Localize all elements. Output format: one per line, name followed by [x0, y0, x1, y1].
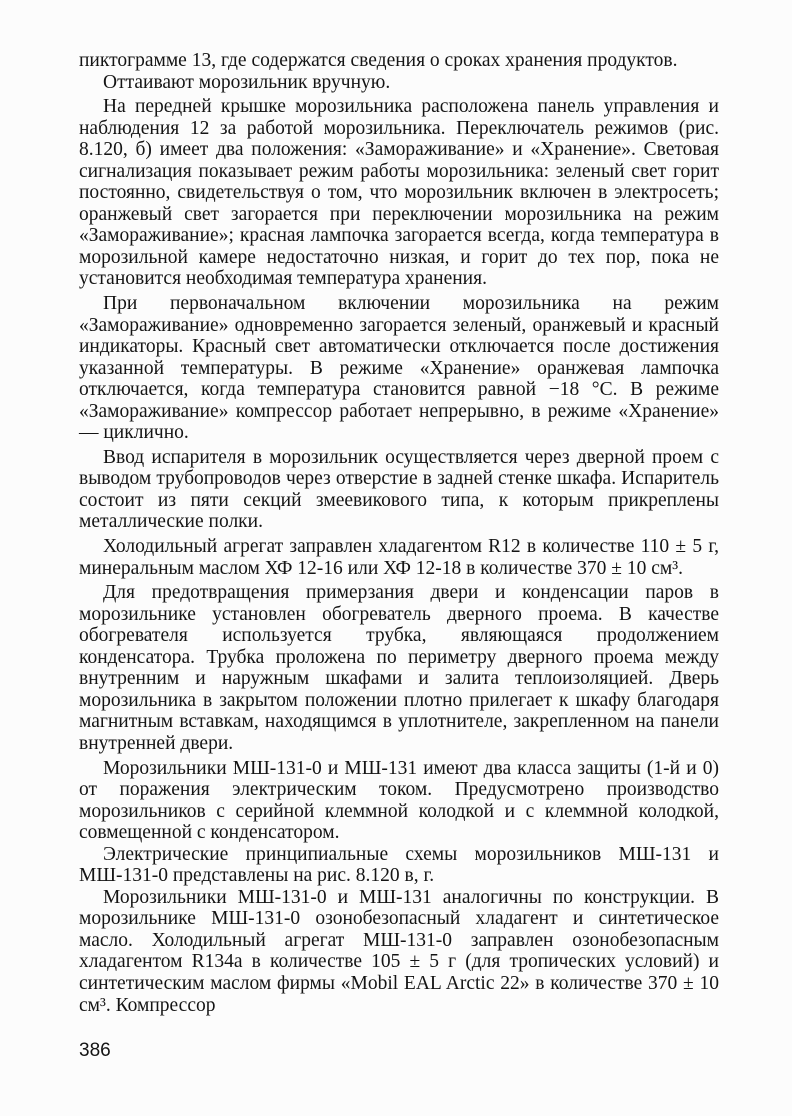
paragraph: Морозильники МШ-131-0 и МШ-131 имеют два класса защиты (1-й и 0) от поражения электрическим током. Предусмотрено производство морозильников с серийной клеммной колодкой и с клеммной колодкой, совмещенной с конденсатором.	[79, 757, 719, 844]
paragraph: Морозильники МШ-131-0 и МШ-131 аналогичны по конструкции. В морозильнике МШ-131-0 озонобезопасный хладагент и синтетическое масло. Холодильный агрегат МШ-131-0 заправлен озонобезопасным хладагентом R134а в количестве 105 ± 5 г (для тропических условий) и синтетическим маслом фирмы «Mobil EAL Arctic 22» в количестве 370 ± 10 см³. Компрессор	[79, 886, 719, 1016]
paragraph: На передней крышке морозильника расположена панель управления и наблюдения 12 за работой морозильника. Переключатель режимов (рис. 8.120, б) имеет два положения: «Замораживание» и «Хранение». Световая сигнализация показывает режим работы морозильника: зеленый свет горит постоянно, свидетельствуя о том, что морозильник включен в электросеть; оранжевый свет загорается при переключении морозильника на режим «Замораживание»; красная лампочка загорается всегда, когда температура в морозильной камере недостаточно низкая, и горит до тех пор, пока не установится необходимая температура хранения.	[79, 96, 719, 290]
paragraph: Электрические принципиальные схемы морозильников МШ-131 и МШ-131-0 представлены на рис. 8.120 в, г.	[79, 843, 719, 887]
paragraph: Для предотвращения примерзания двери и конденсации паров в морозильнике установлен обогреватель дверного проема. В качестве обогревателя используется трубка, являющаяся продолжением конденсатора. Трубка проложена по периметру дверного проема между внутренним и наружным шкафами и залита теплоизоляцией. Дверь морозильника в закрытом положении плотно прилегает к шкафу благодаря магнитным вставкам, находящимся в уплотнителе, закрепленном на панели внутренней двери.	[79, 582, 719, 754]
paragraph: Ввод испарителя в морозильник осуществляется через дверной проем с выводом трубопроводов через отверстие в задней стенке шкафа. Испаритель состоит из пяти секций змеевикового типа, к которым прикреплены металлические полки.	[79, 446, 719, 533]
paragraph: При первоначальном включении морозильника на режим «Замораживание» одновременно загорается зеленый, оранжевый и красный индикаторы. Красный свет автоматически отключается после достижения указанной температуры. В режиме «Хранение» оранжевая лампочка отключается, когда температура становится равной −18 °С. В режиме «Замораживание» компрессор работает непрерывно, в режиме «Хранение» — циклично.	[79, 293, 719, 444]
paragraph: Оттаивают морозильник вручную.	[103, 71, 391, 93]
body-text	[79, 50, 719, 1016]
paragraph: пиктограмме 13, где содержатся сведения о сроках хранения продуктов.	[79, 50, 678, 71]
paragraph: Холодильный агрегат заправлен хладагентом R12 в количестве 110 ± 5 г, минеральным маслом ХФ 12-16 или ХФ 12-18 в количестве 370 ± 10 см³.	[79, 536, 719, 579]
page-number: 386	[79, 1040, 111, 1061]
